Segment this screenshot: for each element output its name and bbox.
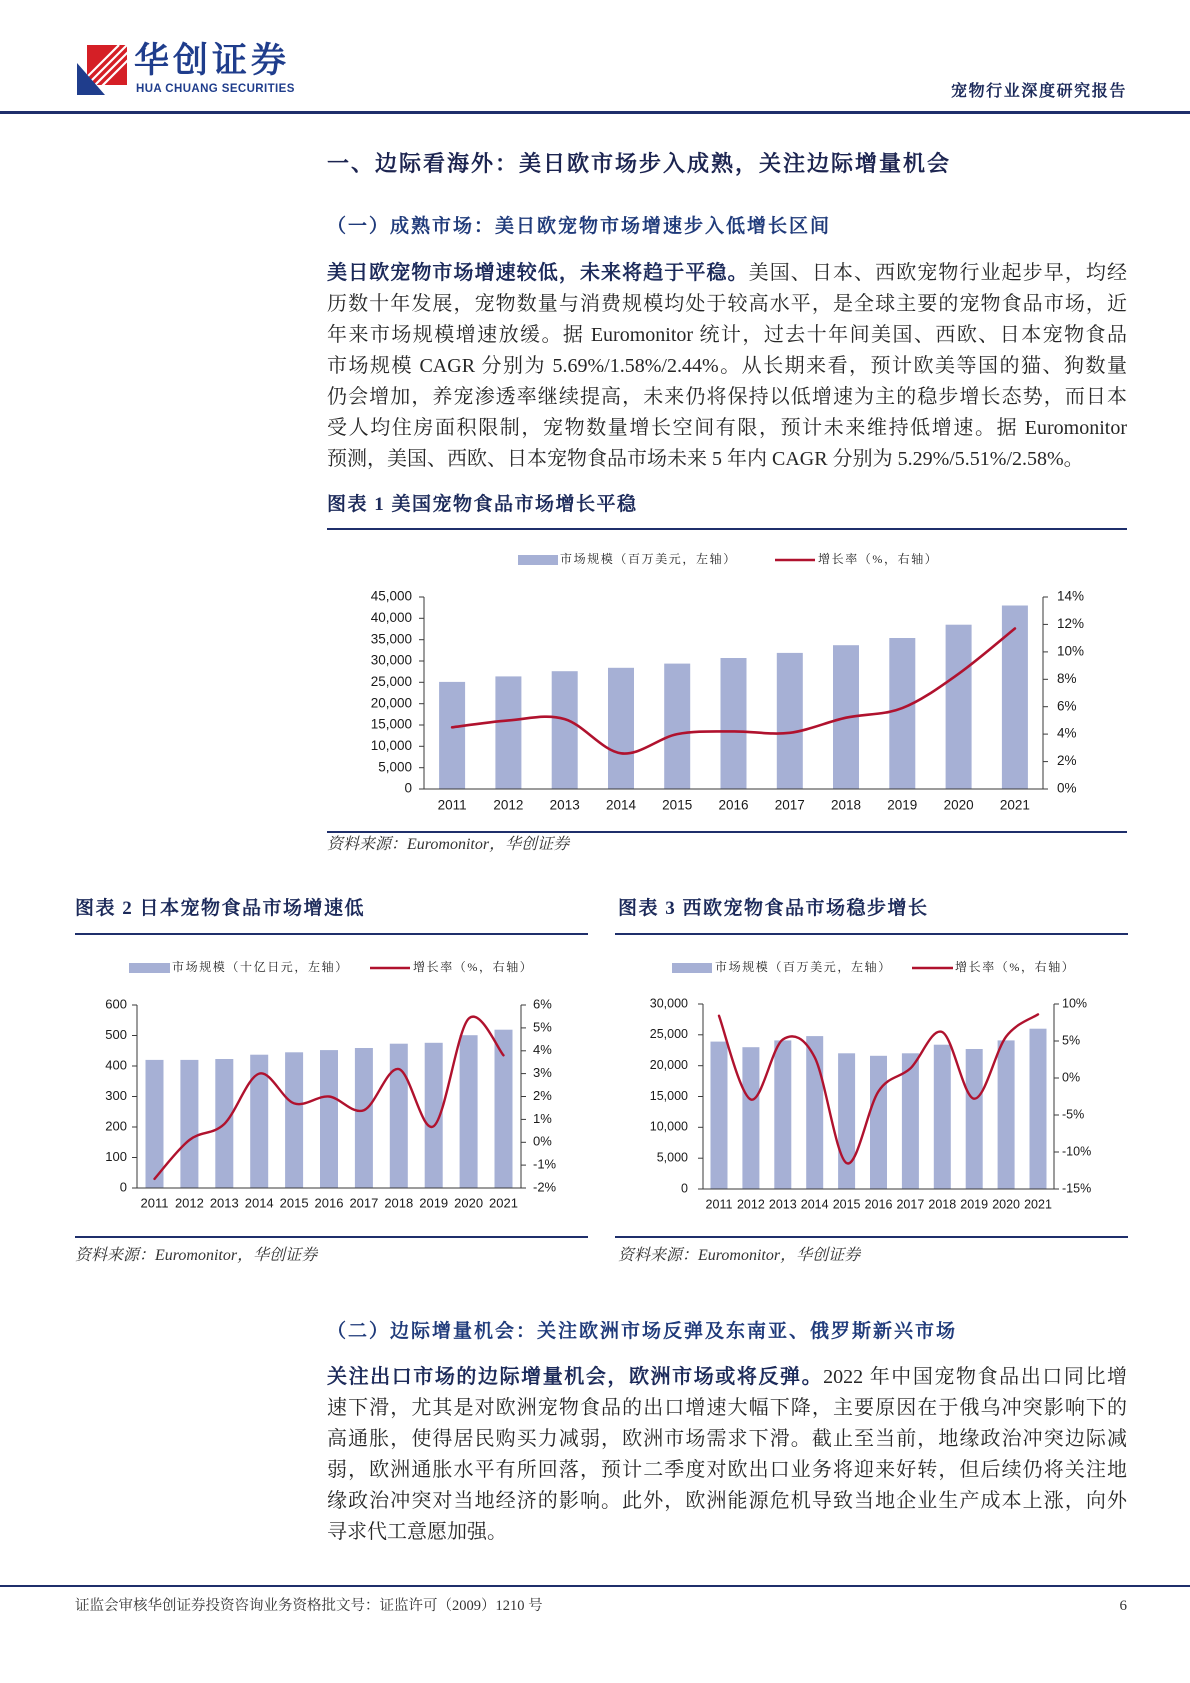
paragraph-line: 市场规模 CAGR 分别为 5.69%/1.58%/2.44%。从长期来看，预计欧美等国的猫、狗数量 [327,355,1127,377]
left-axis-tick-label: 25,000 [649,1027,688,1042]
right-axis-tick-label: 10% [1062,996,1088,1011]
right-axis-tick-label: 3% [533,1065,552,1081]
right-axis-tick-label: -2% [533,1179,557,1195]
figure-1-source: 资料来源：Euromonitor，华创证券 [327,836,570,853]
left-axis-tick-label: 25,000 [370,673,412,689]
paragraph-line: 历数十年发展，宠物数量与消费规模均处于较高水平，是全球主要的宠物食品市场，近 [327,293,1127,315]
right-axis-tick-label: -5% [1062,1107,1085,1122]
left-axis-tick-label: 20,000 [370,695,412,711]
right-axis-tick-label: -15% [1062,1181,1092,1196]
legend-label-market-size: 市场规模（百万美元，左轴） [560,551,737,566]
x-axis-tick-label: 2013 [209,1195,239,1211]
bar-2015 [664,664,690,789]
footer-rule [0,1585,1190,1587]
left-axis-tick-label: 30,000 [649,996,688,1011]
x-axis-tick-label: 2013 [768,1197,797,1212]
left-axis-tick-label: 5,000 [656,1150,688,1165]
x-axis-tick-label: 2021 [1024,1197,1052,1212]
right-axis-tick-label: 0% [1062,1070,1081,1085]
left-axis-tick-label: 100 [105,1148,127,1164]
right-axis-tick-label: 14% [1057,588,1085,604]
right-axis-tick-label: 5% [533,1019,552,1035]
footer-license-text: 证监会审核华创证券投资咨询业务资格批文号：证监许可（2009）1210 号 [75,1598,543,1614]
legend-swatch-market-size [672,963,712,973]
x-axis-tick-label: 2019 [419,1195,449,1211]
right-axis-tick-label: -1% [533,1156,557,1172]
section-heading: 一、边际看海外：美日欧市场步入成熟，关注边际增量机会 [327,151,952,176]
figure-3-chart [615,950,1128,1212]
x-axis-tick-label: 2011 [140,1195,169,1211]
x-axis-tick-label: 2019 [887,797,918,813]
left-axis-tick-label: 35,000 [370,631,412,647]
figure-1-title: 图表 1 美国宠物食品市场增长平稳 [327,494,638,515]
legend-swatch-market-size [518,555,558,565]
left-axis-tick-label: 15,000 [370,716,412,732]
header-rule [0,111,1190,114]
x-axis-tick-label: 2012 [493,797,524,813]
right-axis-tick-label: 4% [1057,725,1077,741]
bar-2016 [870,1056,887,1189]
paragraph-line [327,258,1127,289]
paragraph-line: 预测，美国、西欧、日本宠物食品市场未来 5 年内 CAGR 分别为 5.29%/5.51%/2.58%。 [327,448,1084,470]
paragraph-line: 寻求代工意愿加强。 [327,1521,507,1543]
left-axis-tick-label: 0 [681,1181,688,1196]
x-axis-tick-label: 2015 [662,797,693,813]
left-axis-tick-label: 20,000 [649,1057,688,1072]
bar-2017 [355,1048,373,1188]
paragraph-text: 2022 年中国宠物食品出口同比增 [823,1366,1128,1388]
right-axis-tick-label: -10% [1062,1144,1092,1159]
x-axis-tick-label: 2014 [800,1197,829,1212]
legend-label-growth-rate: 增长率（%，右轴） [955,959,1076,974]
legend-swatch-market-size [129,963,170,973]
right-axis-tick-label: 2% [533,1087,552,1103]
left-axis-tick-label: 0 [404,780,412,796]
x-axis-tick-label: 2015 [279,1195,309,1211]
x-axis-tick-label: 2018 [928,1197,957,1212]
left-axis-tick-label: 5,000 [378,759,412,775]
bar-2019 [966,1049,983,1189]
figure-2-title: 图表 2 日本宠物食品市场增速低 [75,898,366,919]
figure-3-top-rule [615,933,1128,935]
left-axis-tick-label: 10,000 [649,1119,688,1134]
x-axis-tick-label: 2018 [830,797,862,813]
x-axis-tick-label: 2017 [896,1197,925,1212]
bar-2018 [934,1045,951,1189]
x-axis-tick-label: 2012 [174,1195,204,1211]
paragraph-line [327,1362,1127,1393]
left-axis-tick-label: 0 [119,1179,127,1195]
report-type-label: 宠物行业深度研究报告 [950,83,1127,100]
bar-2017 [777,653,803,789]
bar-2021 [1002,606,1028,790]
bar-2013 [774,1040,791,1189]
paragraph-line: 弱，欧洲通胀水平有所回落，预计二季度对欧出口业务将迎来好转，但后续仍将关注地 [327,1459,1127,1481]
bar-2012 [742,1047,759,1189]
bar-2013 [552,671,578,789]
x-axis-tick-label: 2021 [489,1195,518,1211]
left-axis-tick-label: 200 [105,1118,127,1134]
bar-2011 [439,682,465,789]
x-axis-tick-label: 2011 [705,1197,733,1212]
legend-label-growth-rate: 增长率（%，右轴） [818,551,939,566]
subsection-heading-1: （一）成熟市场：美日欧宠物市场增速步入低增长区间 [327,216,832,237]
bar-2020 [460,1035,478,1188]
right-axis-tick-label: 6% [1057,698,1077,714]
bar-2021 [1030,1029,1047,1189]
bar-2012 [180,1060,198,1188]
x-axis-tick-label: 2019 [960,1197,989,1212]
right-axis-tick-label: 8% [1057,670,1077,686]
paragraph-line: 受人均住房面积限制，宠物数量增长空间有限，预计未来维持低增速。据 Euromonitor [327,417,1127,439]
x-axis-tick-label: 2020 [943,797,974,813]
right-axis-tick-label: 4% [533,1042,552,1058]
paragraph-lead: 关注出口市场的边际增量机会，欧洲市场或将反弹。 [327,1366,824,1388]
left-axis-tick-label: 600 [105,996,127,1012]
bar-2012 [495,676,521,789]
x-axis-tick-label: 2017 [349,1195,379,1211]
right-axis-tick-label: 6% [533,996,552,1012]
paragraph-line: 年来市场规模增速放缓。据 Euromonitor 统计，过去十年间美国、西欧、日本宠物食品 [327,324,1127,346]
bar-2016 [721,658,747,789]
right-axis-tick-label: 0% [533,1133,552,1149]
x-axis-tick-label: 2013 [549,797,580,813]
x-axis-tick-label: 2014 [244,1195,274,1211]
bar-2016 [320,1050,338,1188]
figure-1-chart [327,540,1127,825]
paragraph-lead: 美日欧宠物市场增速较低，未来将趋于平稳。 [327,262,749,284]
company-logo-name: 华创证券 [134,41,291,81]
bar-2015 [838,1053,855,1189]
x-axis-tick-label: 2021 [999,797,1030,813]
right-axis-tick-label: 10% [1057,643,1085,659]
left-axis-tick-label: 300 [105,1087,127,1103]
bar-2019 [889,638,915,789]
company-logo-icon [75,43,129,97]
paragraph-1 [327,258,1127,475]
x-axis-tick-label: 2016 [864,1197,893,1212]
figure-2-bottom-rule [75,1236,588,1238]
figure-2-top-rule [75,933,588,935]
figure-3-title: 图表 3 西欧宠物食品市场稳步增长 [618,898,929,919]
bar-2020 [998,1040,1015,1189]
x-axis-tick-label: 2016 [718,797,749,813]
figure-3-bottom-rule [615,1236,1128,1238]
left-axis-tick-label: 45,000 [370,588,412,604]
bar-2018 [390,1044,408,1188]
x-axis-tick-label: 2018 [384,1195,414,1211]
x-axis-tick-label: 2020 [992,1197,1021,1212]
right-axis-tick-label: 2% [1057,753,1077,769]
right-axis-tick-label: 5% [1062,1033,1081,1048]
x-axis-tick-label: 2017 [774,797,805,813]
company-logo-english: HUA CHUANG SECURITIES [136,83,295,95]
paragraph-line: 高通胀，使得居民购买力减弱，欧洲市场需求下滑。截止至当前，地缘政治冲突边际减 [327,1428,1127,1450]
figure-1-bottom-rule [327,831,1127,833]
left-axis-tick-label: 40,000 [370,609,412,625]
paragraph-line: 仍会增加，养宠渗透率继续提高，未来仍将保持以低增速为主的稳步增长态势，而日本 [327,386,1127,408]
x-axis-tick-label: 2015 [832,1197,861,1212]
x-axis-tick-label: 2014 [605,797,637,813]
x-axis-tick-label: 2020 [454,1195,484,1211]
left-axis-tick-label: 30,000 [370,652,412,668]
bar-2014 [608,668,634,789]
bar-2015 [285,1052,303,1188]
x-axis-tick-label: 2012 [736,1197,765,1212]
paragraph-line: 速下滑，尤其是对欧洲宠物食品的出口增速大幅下降，主要原因在于俄乌冲突影响下的 [327,1397,1127,1419]
figure-1-top-rule [327,528,1127,530]
right-axis-tick-label: 0% [1057,780,1077,796]
left-axis-tick-label: 400 [105,1057,127,1073]
bar-2011 [711,1042,728,1189]
paragraph-2 [327,1362,1127,1548]
x-axis-tick-label: 2011 [437,797,467,813]
legend-label-market-size: 市场规模（百万美元，左轴） [715,959,892,974]
legend-label-growth-rate: 增长率（%，右轴） [413,959,534,974]
left-axis-tick-label: 10,000 [370,737,412,753]
right-axis-tick-label: 12% [1057,615,1085,631]
subsection-heading-2: （二）边际增量机会：关注欧洲市场反弹及东南亚、俄罗斯新兴市场 [327,1321,958,1342]
bar-2011 [146,1060,164,1188]
figure-3-source: 资料来源：Euromonitor，华创证券 [618,1247,861,1264]
left-axis-tick-label: 15,000 [649,1088,688,1103]
legend-label-market-size: 市场规模（十亿日元，左轴） [172,959,349,974]
x-axis-tick-label: 2016 [314,1195,344,1211]
paragraph-text: 美国、日本、西欧宠物行业起步早，均经 [748,262,1128,284]
paragraph-line: 缘政治冲突对当地经济的影响。此外，欧洲能源危机导致当地企业生产成本上涨，向外 [327,1490,1127,1512]
bar-2020 [946,625,972,789]
right-axis-tick-label: 1% [533,1110,552,1126]
figure-2-chart [75,950,588,1212]
left-axis-tick-label: 500 [105,1026,127,1042]
page-number: 6 [1119,1598,1127,1614]
figure-2-source: 资料来源：Euromonitor，华创证券 [75,1247,318,1264]
